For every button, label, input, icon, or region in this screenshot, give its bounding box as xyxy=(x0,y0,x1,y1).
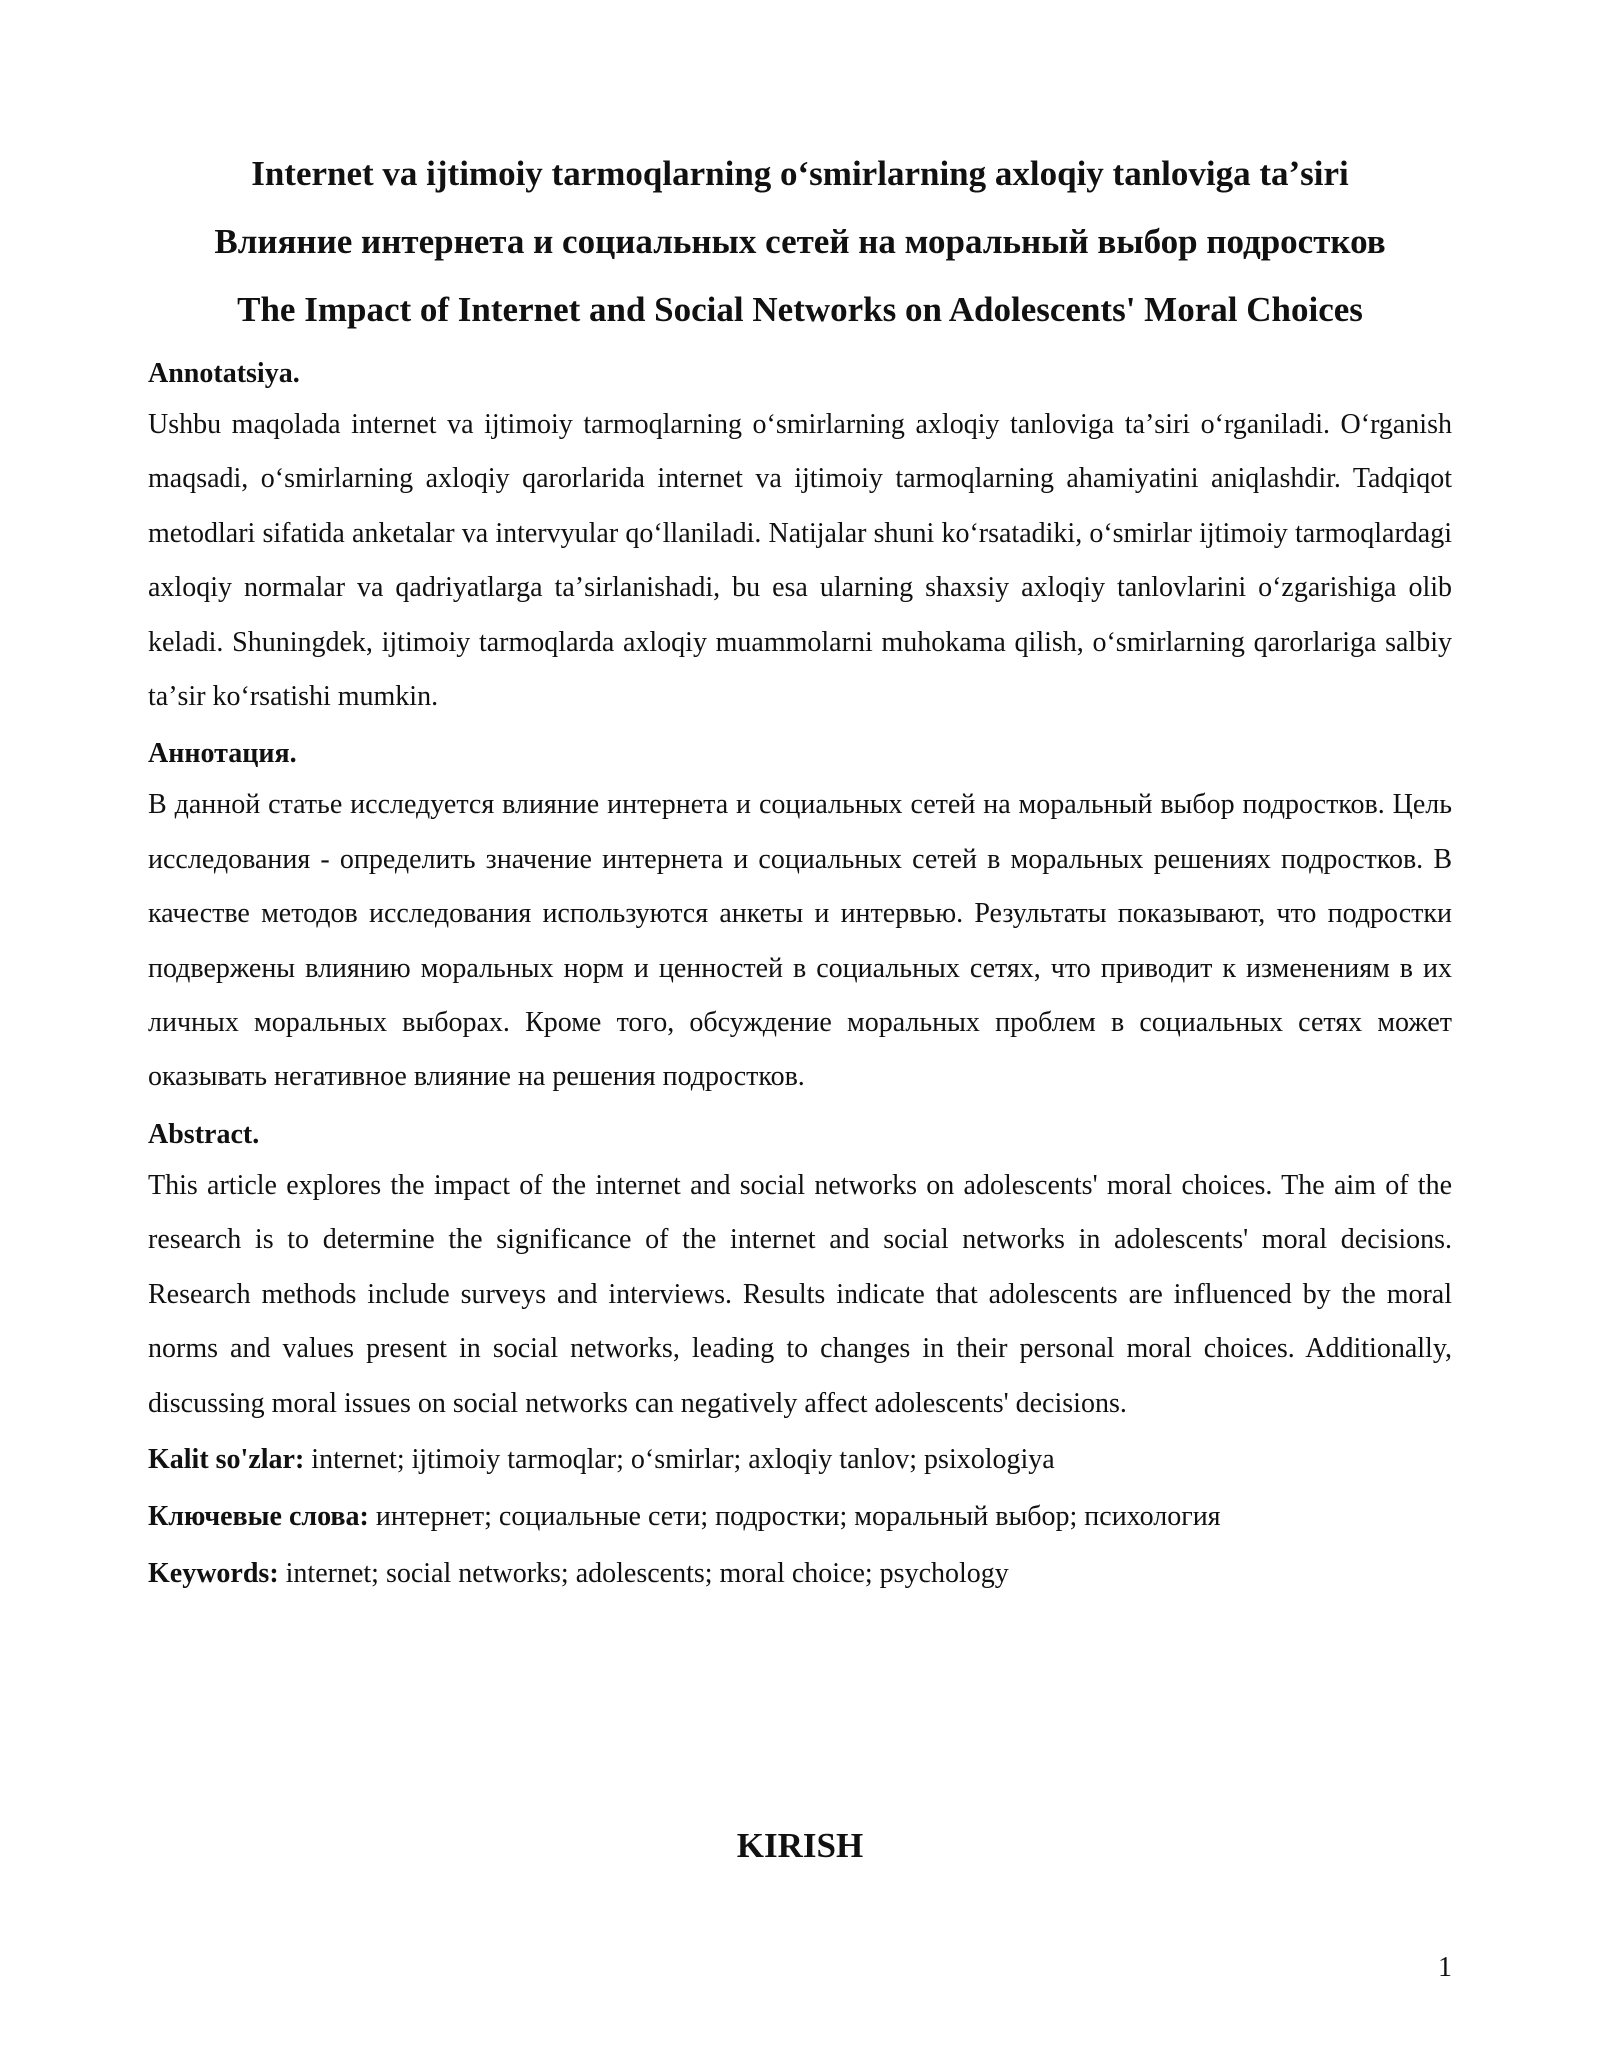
abstract-en-heading: Abstract. xyxy=(148,1118,260,1150)
page-number: 1 xyxy=(1438,1952,1452,1983)
title-uzbek: Internet va ijtimoiy tarmoqlarning oʻsmirlarning axloqiy tanloviga taʼsiri xyxy=(251,154,1349,193)
annotation-uz-heading: Annotatsiya. xyxy=(148,358,300,389)
title-english: The Impact of Internet and Social Networks on Adolescents' Moral Choices xyxy=(237,290,1363,329)
annotation-ru-heading: Аннотация. xyxy=(148,738,297,770)
keywords-ru-label: Ключевые слова: xyxy=(148,1500,369,1532)
title-russian: Влияние интернета и социальных сетей на моральный выбор подростков xyxy=(214,222,1386,261)
keywords-uz-text: internet; ijtimoiy tarmoqlar; oʻsmirlar; axloqiy tanlov; psixologiya xyxy=(304,1443,1055,1475)
annotation-ru-text: В данной статье исследуется влияние интернета и социальных сетей на моральный выбор подростков. Цель исследования - определить значение интернета и социальных сетей в моральных решениях подростков. В качестве методов исследования используются анкеты и интервью. Результаты показывают, что подростки подвержены влиянию моральных норм и ценностей в социальных сетях, что приводит к изменениям в их личных моральных выборах. Кроме того, обсуждение моральных проблем в социальных сетях может оказывать негативное влияние на решения подростков. xyxy=(148,789,1452,1093)
keywords-en-label: Keywords: xyxy=(148,1557,279,1589)
article-body xyxy=(148,140,1452,1602)
keywords-ru-text: интернет; социальные сети; подростки; моральный выбор; психология xyxy=(368,1500,1221,1532)
section-heading-kirish: KIRISH xyxy=(736,1826,864,1865)
keywords-ru xyxy=(148,1488,1452,1545)
keywords-uz-label: Kalit so'zlar: xyxy=(148,1443,305,1475)
annotation-uz-text: Ushbu maqolada internet va ijtimoiy tarmoqlarning oʻsmirlarning axloqiy tanloviga taʼsiri oʻrganiladi. Oʻrganish maqsadi, oʻsmirlarning axloqiy qarorlarida internet va ijtimoiy tarmoqlarning ahamiyatini aniqlashdir. Tadqiqot metodlari sifatida anketalar va intervyular qoʻllaniladi. Natijalar shuni koʻrsatadiki, oʻsmirlar ijtimoiy tarmoqlardagi axloqiy normalar va qadriyatlarga taʼsirlanishadi, bu esa ularning shaxsiy axloqiy tanlovlarini oʻzgarishiga olib keladi. Shuningdek, ijtimoiy tarmoqlarda axloqiy muammolarni muhokama qilish, oʻsmirlarning qarorlariga salbiy taʼsir koʻrsatishi mumkin. xyxy=(148,409,1452,713)
keywords-uz xyxy=(148,1431,1452,1488)
keywords-en xyxy=(148,1545,1452,1602)
abstract-en-text: This article explores the impact of the internet and social networks on adolescents' moral choices. The aim of the research is to determine the significance of the internet and social networks in adolescents' moral decisions. Research methods include surveys and interviews. Results indicate that adolescents are influenced by the moral norms and values present in social networks, leading to changes in their personal moral choices. Additionally, discussing moral issues on social networks can negatively affect adolescents' decisions. xyxy=(148,1169,1452,1419)
keywords-en-text: internet; social networks; adolescents; moral choice; psychology xyxy=(278,1557,1009,1589)
